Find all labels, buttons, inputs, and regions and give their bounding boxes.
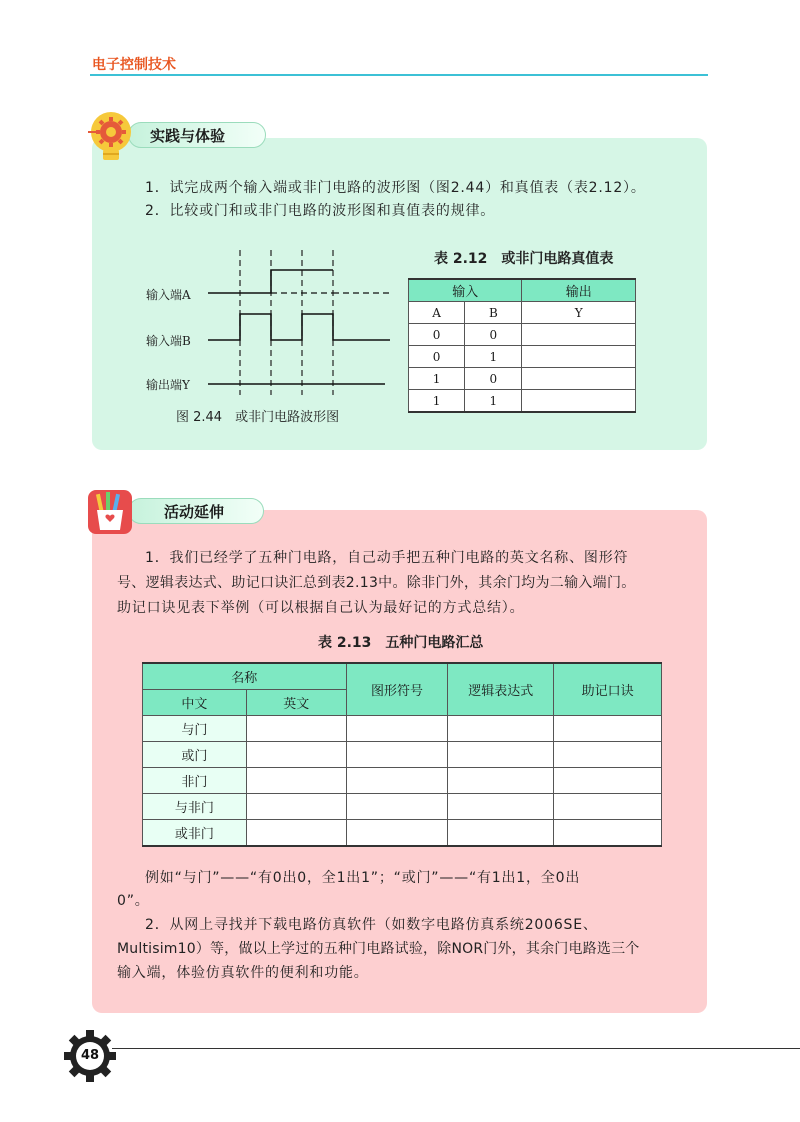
table-row — [143, 820, 662, 847]
truth-table — [408, 278, 636, 413]
page-number: 48 — [80, 1048, 100, 1063]
lightbulb-gear-icon — [84, 108, 138, 164]
pencil-cup-icon — [86, 486, 134, 538]
gate-name-cell: 与非门 — [143, 794, 247, 820]
table-row — [143, 716, 662, 742]
practice-item-2: 2．比较或门和或非门电路的波形图和真值表的规律。 — [145, 203, 496, 219]
fill-in-cell[interactable] — [346, 768, 448, 794]
truth-cell: 0 — [465, 324, 522, 346]
fill-in-cell[interactable] — [448, 820, 554, 847]
summary-header-mnemonic: 助记口诀 — [554, 663, 662, 716]
fill-in-cell[interactable] — [554, 716, 662, 742]
summary-table-caption: 表 2.13 五种门电路汇总 — [318, 635, 484, 651]
truth-col-b: B — [465, 302, 522, 324]
truth-cell[interactable] — [522, 390, 636, 413]
extension-para2-line2: Multisim10）等，做以上学过的五种门电路试验，除NOR门外，其余门电路选三个 — [117, 941, 640, 957]
fill-in-cell[interactable] — [554, 820, 662, 847]
extension-para1-line2: 号、逻辑表达式、助记口诀汇总到表2.13中。除非门外，其余门均为二输入端门。 — [117, 575, 636, 591]
truth-col-y: Y — [522, 302, 636, 324]
truth-col-a: A — [409, 302, 465, 324]
footer-rule — [112, 1048, 800, 1049]
truth-cell: 0 — [409, 324, 465, 346]
truth-cell: 1 — [465, 346, 522, 368]
running-header: 电子控制技术 — [92, 57, 176, 73]
fill-in-cell[interactable] — [246, 742, 346, 768]
fill-in-cell[interactable] — [346, 716, 448, 742]
table-row — [143, 768, 662, 794]
fill-in-cell[interactable] — [246, 716, 346, 742]
truth-cell: 0 — [465, 368, 522, 390]
example-line-1: 例如“与门”——“有0出0，全1出1”；“或门”——“有1出1，全0出 — [145, 870, 581, 886]
waveform-label-y: 输出端Y — [146, 378, 190, 392]
table-row — [409, 368, 636, 390]
fill-in-cell[interactable] — [448, 768, 554, 794]
example-line-2: 0”。 — [117, 893, 150, 909]
truth-header-output: 输出 — [522, 279, 636, 302]
practice-item-1: 1．试完成两个输入端或非门电路的波形图（图2.44）和真值表（表2.12）。 — [145, 180, 646, 196]
table-row — [143, 794, 662, 820]
truth-cell[interactable] — [522, 346, 636, 368]
waveform-label-a: 输入端A — [146, 288, 191, 302]
fill-in-cell[interactable] — [246, 794, 346, 820]
fill-in-cell[interactable] — [448, 716, 554, 742]
truth-cell: 0 — [409, 346, 465, 368]
summary-header-english: 英文 — [246, 690, 346, 716]
truth-cell: 1 — [409, 390, 465, 413]
gate-summary-table — [142, 662, 662, 847]
table-row — [409, 346, 636, 368]
truth-cell: 1 — [465, 390, 522, 413]
truth-cell: 1 — [409, 368, 465, 390]
fill-in-cell[interactable] — [346, 742, 448, 768]
extension-tab-label: 活动延伸 — [164, 503, 225, 521]
table-row — [409, 390, 636, 413]
fill-in-cell[interactable] — [246, 820, 346, 847]
fill-in-cell[interactable] — [448, 794, 554, 820]
fill-in-cell[interactable] — [246, 768, 346, 794]
extension-para1-line1: 1．我们已经学了五种门电路，自己动手把五种门电路的英文名称、图形符 — [145, 550, 629, 566]
gate-name-cell: 或门 — [143, 742, 247, 768]
extension-para2-line3: 输入端，体验仿真软件的便利和功能。 — [117, 965, 369, 981]
summary-header-symbol: 图形符号 — [346, 663, 448, 716]
summary-header-expression: 逻辑表达式 — [448, 663, 554, 716]
table-row — [143, 742, 662, 768]
gate-name-cell: 与门 — [143, 716, 247, 742]
practice-tab-label: 实践与体验 — [150, 127, 226, 145]
summary-header-chinese: 中文 — [143, 690, 247, 716]
truth-cell[interactable] — [522, 368, 636, 390]
extension-para2-line1: 2．从网上寻找并下载电路仿真软件（如数字电路仿真系统2006SE、 — [145, 917, 598, 933]
summary-header-name: 名称 — [143, 663, 347, 690]
fill-in-cell[interactable] — [554, 768, 662, 794]
truth-table-caption: 表 2.12 或非门电路真值表 — [434, 251, 614, 267]
truth-cell[interactable] — [522, 324, 636, 346]
waveform-caption: 图 2.44 或非门电路波形图 — [176, 410, 340, 425]
gate-name-cell: 或非门 — [143, 820, 247, 847]
gate-name-cell: 非门 — [143, 768, 247, 794]
fill-in-cell[interactable] — [346, 794, 448, 820]
fill-in-cell[interactable] — [554, 742, 662, 768]
waveform-label-b: 输入端B — [146, 334, 191, 348]
table-row — [409, 324, 636, 346]
fill-in-cell[interactable] — [554, 794, 662, 820]
extension-para1-line3: 助记口诀见表下举例（可以根据自己认为最好记的方式总结）。 — [117, 600, 525, 616]
truth-header-input: 输入 — [409, 279, 522, 302]
header-rule — [90, 74, 708, 76]
fill-in-cell[interactable] — [346, 820, 448, 847]
fill-in-cell[interactable] — [448, 742, 554, 768]
